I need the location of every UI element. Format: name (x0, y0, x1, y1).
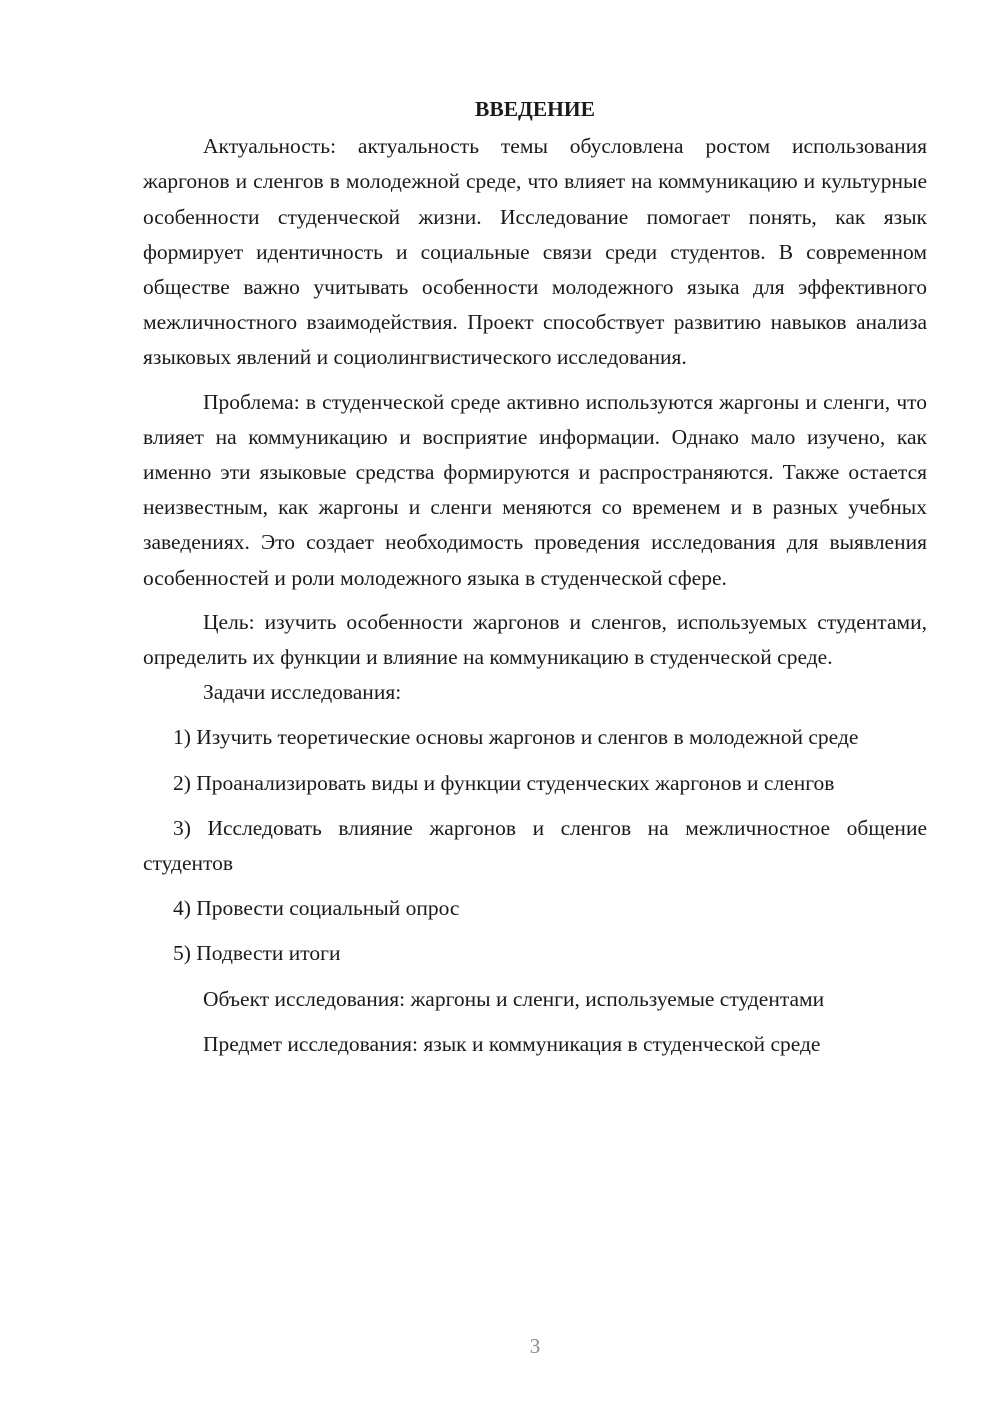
page-content (143, 92, 927, 1062)
goal-paragraph: Цель: изучить особенности жаргонов и сленгов, используемых студентами, определить их функции и влияние на коммуникацию в студенческой среде. (143, 609, 927, 670)
page-number: 3 (529, 1334, 541, 1358)
relevance-paragraph: Актуальность: актуальность темы обусловлена ростом использования жаргонов и сленгов в молодежной среде, что влияет на коммуникацию и культурные особенности студенческой жизни. Исследование помогает понять, как язык формирует идентичность и социальные связи среди студентов. В современном обществе важно учитывать особенности молодежного языка для эффективного межличностного взаимодействия. Проект способствует развитию навыков анализа языковых явлений и социолингвистического исследования. (143, 134, 927, 370)
research-object: Объект исследования: жаргоны и сленги, используемые студентами (203, 986, 825, 1011)
task-item-1: 1) Изучить теоретические основы жаргонов и сленгов в молодежной среде (173, 725, 859, 750)
problem-paragraph: Проблема: в студенческой среде активно используются жаргоны и сленги, что влияет на коммуникацию и восприятие информации. Однако мало изучено, как именно эти языковые средства формируются и распространяются. Также остается неизвестным, как жаргоны и сленги меняются со временем и в разных учебных заведениях. Это создает необходимость проведения исследования для выявления особенностей и роли молодежного языка в студенческой сфере. (143, 389, 927, 590)
task-item-5: 5) Подвести итоги (173, 941, 341, 966)
section-title: ВВЕДЕНИЕ (475, 97, 595, 121)
research-subject: Предмет исследования: язык и коммуникация в студенческой среде (203, 1031, 821, 1056)
task-item-4: 4) Провести социальный опрос (173, 896, 460, 921)
task-item-2: 2) Проанализировать виды и функции студенческих жаргонов и сленгов (173, 770, 835, 795)
tasks-heading: Задачи исследования: (203, 680, 402, 705)
task-item-3: 3) Исследовать влияние жаргонов и сленгов на межличностное общение студентов (143, 815, 927, 876)
